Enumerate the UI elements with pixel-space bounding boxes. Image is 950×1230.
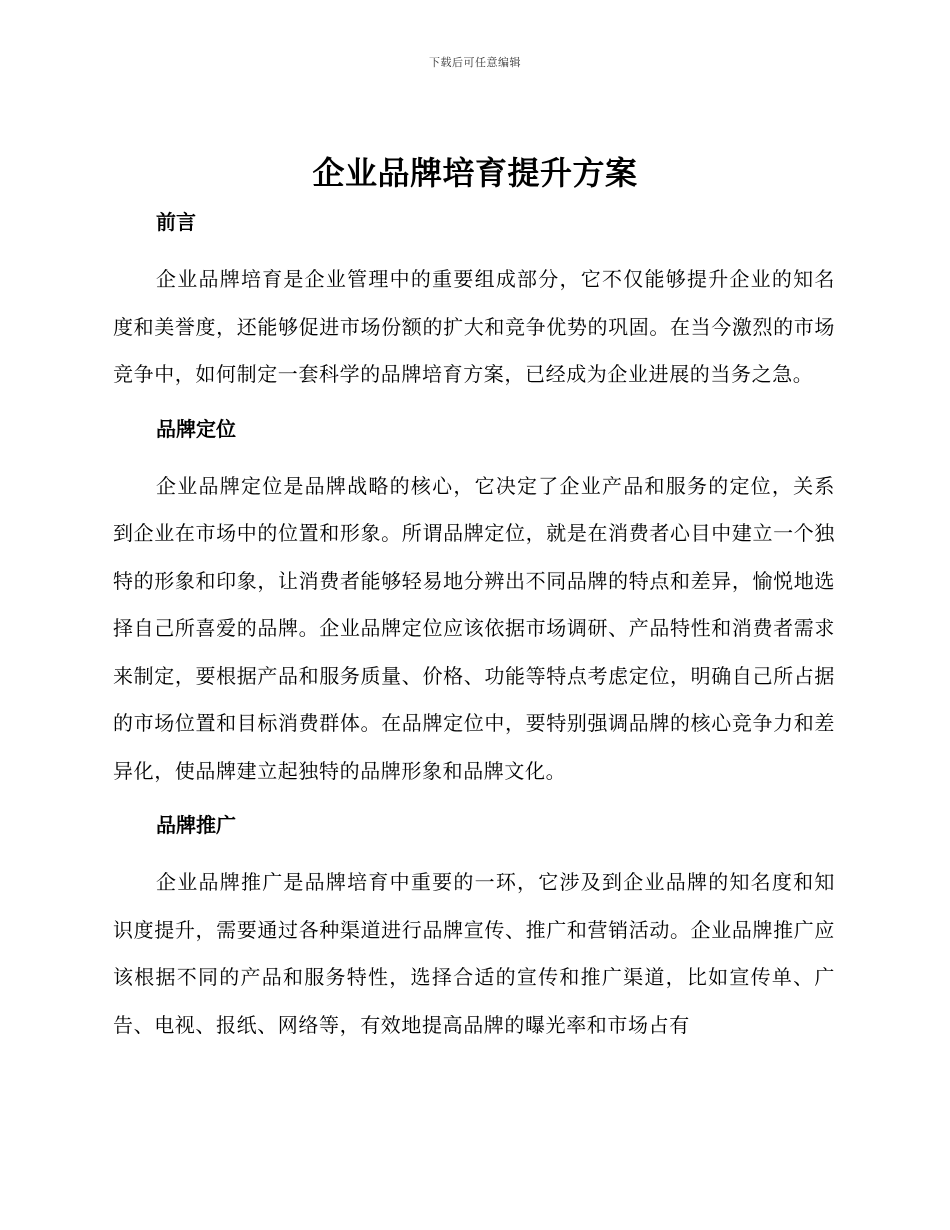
section-paragraph: 企业品牌培育是企业管理中的重要组成部分，它不仅能够提升企业的知名度和美誉度，还能够促进市场份额的扩大和竞争优势的巩固。在当今激烈的市场竞争中，如何制定一套科学的品牌培育方案，已经成为企业进展的当务之急。 bbox=[113, 267, 835, 386]
document-title: 企业品牌培育提升方案 bbox=[312, 154, 638, 192]
section-brand-positioning bbox=[113, 407, 835, 796]
section-brand-promotion bbox=[113, 803, 835, 1049]
section-heading: 品牌推广 bbox=[156, 813, 236, 837]
section-heading: 品牌定位 bbox=[156, 416, 236, 441]
page-header-note: 下载后可任意编辑 bbox=[429, 56, 521, 69]
section-preface bbox=[113, 200, 835, 399]
document-body bbox=[113, 200, 835, 1057]
section-paragraph: 企业品牌定位是品牌战略的核心，它决定了企业产品和服务的定位，关系到企业在市场中的位置和形象。所谓品牌定位，就是在消费者心目中建立一个独特的形象和印象，让消费者能够轻易地分辨出不同品牌的特点和差异，愉悦地选择自己所喜爱的品牌。企业品牌定位应该依据市场调研、产品特性和消费者需求来制定，要根据产品和服务质量、价格、功能等特点考虑定位，明确自己所占据的市场位置和目标消费群体。在品牌定位中，要特别强调品牌的核心竞争力和差异化，使品牌建立起独特的品牌形象和品牌文化。 bbox=[113, 473, 835, 783]
section-heading: 前言 bbox=[156, 210, 196, 234]
section-paragraph: 企业品牌推广是品牌培育中重要的一环，它涉及到企业品牌的知名度和知识度提升，需要通过各种渠道进行品牌宣传、推广和营销活动。企业品牌推广应该根据不同的产品和服务特性，选择合适的宣传和推广渠道，比如宣传单、广告、电视、报纸、网络等，有效地提高品牌的曝光率和市场占有 bbox=[113, 870, 835, 1037]
